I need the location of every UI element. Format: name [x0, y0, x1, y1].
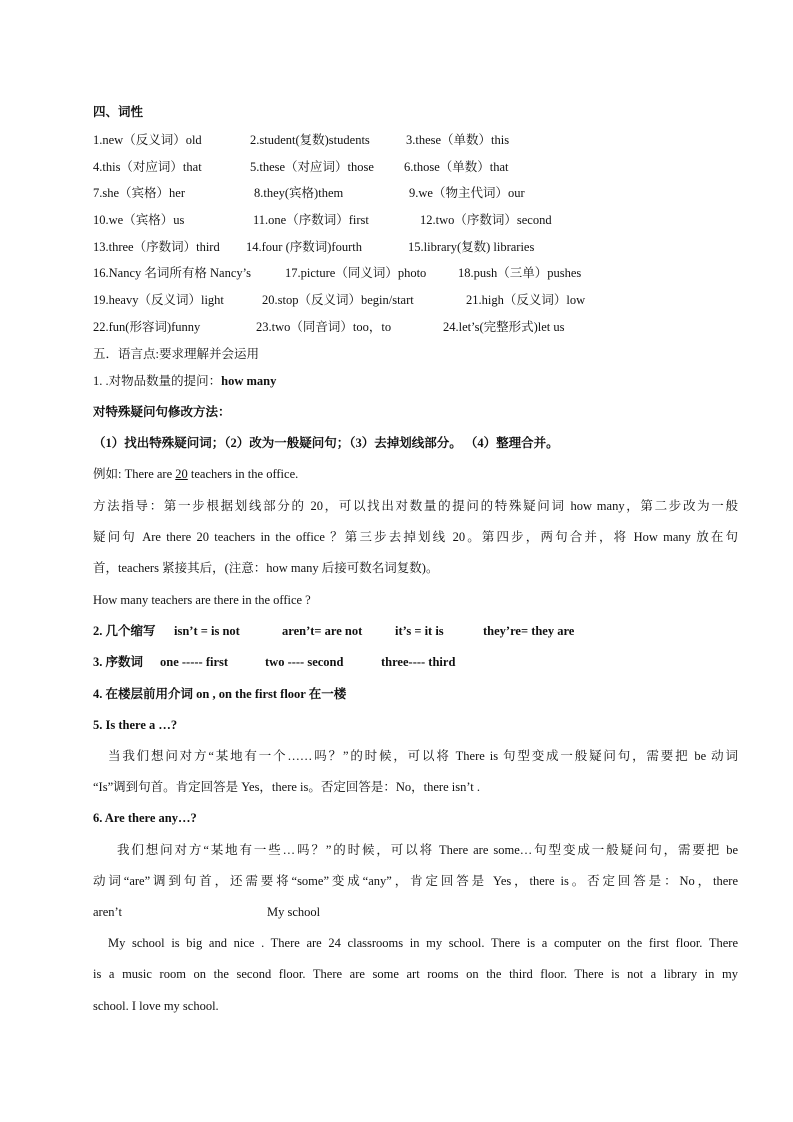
word-item: 10.we（宾格）us: [93, 213, 185, 227]
ordinals-title: 3. 序数词: [93, 655, 144, 669]
item6-line-3: aren’t: [93, 905, 122, 919]
word-item: 13.three（序数词）third: [93, 240, 220, 254]
item1-keyword: how many: [221, 374, 277, 388]
word-item: 8.they(宾格)them: [254, 186, 344, 200]
passage-line-1: My school is big and nice . There are 24 classrooms in my school. There is a computer on the first floor. There: [108, 936, 738, 950]
item6-line-2: 动词“are”调到句首，还需要将“some”变成“any”，肯定回答是 Yes，there is。否定回答是：No，there: [93, 874, 738, 888]
passage-line-3: school. I love my school.: [93, 999, 219, 1013]
answer-sentence: How many teachers are there in the office ?: [93, 593, 311, 607]
item1-heading: [93, 372, 276, 390]
item5-line-1: 当我们想问对方“某地有一个……吗？”的时候，可以将 There is 句型变成一般疑问句，需要把 be 动词: [108, 749, 738, 763]
guide-line-1: 方法指导：第一步根据划线部分的 20，可以找出对数量的提问的特殊疑问词 how many，第二步改为一般: [93, 499, 738, 513]
word-item: 17.picture（同义词）photo: [285, 266, 427, 280]
word-item: 7.she（宾格）her: [93, 186, 185, 200]
word-item: 16.Nancy 名词所有格 Nancy’s: [93, 266, 251, 280]
contraction-item: isn’t = is not: [174, 624, 240, 638]
word-item: 14.four (序数词)fourth: [246, 240, 362, 254]
guide-line-3: 首，teachers 紧接其后，(注意：how many 后接可数名词复数)。: [93, 561, 439, 575]
word-item: 9.we（物主代词）our: [409, 186, 525, 200]
example-sentence: [93, 465, 298, 483]
word-item: 11.one（序数词）first: [253, 213, 369, 227]
word-item: 20.stop（反义词）begin/start: [262, 293, 414, 307]
word-item: 6.those（单数）that: [404, 160, 509, 174]
contraction-item: aren’t= are not: [282, 624, 363, 638]
example-prefix: 例如: There are: [93, 467, 176, 481]
item5-line-2: “Is”调到句首。肯定回答是 Yes，there is。否定回答是：No，there isn’t .: [93, 780, 481, 794]
word-item: 19.heavy（反义词）light: [93, 293, 224, 307]
item6-line-1: 我们想问对方“某地有一些…吗？”的时候，可以将 There are some…句型变成一般疑问句，需要把 be: [117, 843, 738, 857]
example-underlined: 20: [175, 467, 188, 481]
word-item: 18.push（三单）pushes: [458, 266, 582, 280]
word-item: 12.two（序数词）second: [420, 213, 552, 227]
item4-text: 4. 在楼层前用介词 on , on the first floor 在一楼: [93, 687, 347, 701]
example-suffix: teachers in the office.: [187, 467, 299, 481]
method-title: 对特殊疑问句修改方法：: [93, 405, 231, 419]
word-item: 2.student(复数)students: [250, 133, 370, 147]
section4-title: 四、词性: [93, 105, 144, 119]
section5-title: 五．语言点:要求理解并会运用: [93, 347, 259, 361]
item6-title: 6. Are there any…?: [93, 811, 197, 825]
item1-prefix: 1. .对物品数量的提问：: [93, 374, 222, 388]
contractions-title: 2. 几个缩写: [93, 624, 156, 638]
word-item: 15.library(复数) libraries: [408, 240, 535, 254]
item5-title: 5. Is there a …?: [93, 718, 178, 732]
word-item: 23.two（同音词）too，to: [256, 320, 392, 334]
word-item: 21.high（反义词）low: [466, 293, 586, 307]
method-steps: （1）找出特殊疑问词；（2）改为一般疑问句；（3）去掉划线部分。 （4）整理合并。: [93, 436, 559, 450]
passage-title: My school: [267, 905, 321, 919]
ordinal-item: two ---- second: [265, 655, 344, 669]
passage-line-2: is a music room on the second floor. There are some art rooms on the third floor. There is not a library in my: [93, 967, 738, 981]
word-item: 22.fun(形容词)funny: [93, 320, 201, 334]
contraction-item: they’re= they are: [483, 624, 575, 638]
ordinal-item: three---- third: [381, 655, 456, 669]
word-item: 5.these（对应词）those: [250, 160, 374, 174]
contraction-item: it’s = it is: [395, 624, 444, 638]
word-item: 24.let’s(完整形式)let us: [443, 320, 565, 334]
word-item: 1.new（反义词）old: [93, 133, 202, 147]
guide-line-2: 疑问句 Are there 20 teachers in the office ？第三步去掉划线 20。第四步，两句合并，将 How many 放在句: [93, 530, 738, 544]
word-item: 4.this（对应词）that: [93, 160, 202, 174]
word-item: 3.these（单数）this: [406, 133, 510, 147]
ordinal-item: one ----- first: [160, 655, 229, 669]
